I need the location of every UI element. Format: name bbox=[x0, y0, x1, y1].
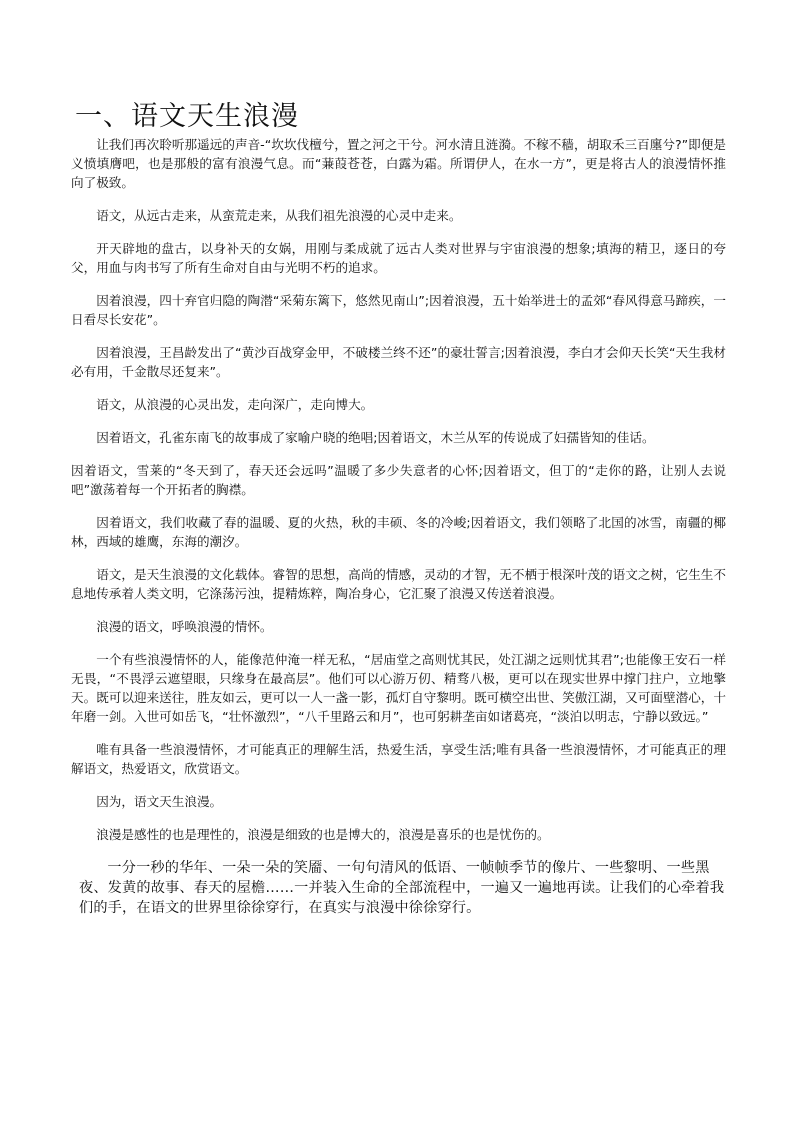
paragraph-14: 因为，语文天生浪漫。 bbox=[96, 794, 223, 809]
paragraph-6: 语文，从浪漫的心灵出发，走向深广，走向博大。 bbox=[96, 397, 374, 412]
paragraph-11: 浪漫的语文，呼唤浪漫的情怀。 bbox=[96, 619, 273, 634]
paragraph-7: 因着语文，孔雀东南飞的故事成了家喻户晓的绝唱;因着语文，木兰从军的传说成了妇孺皆知的佳话。 bbox=[96, 430, 655, 445]
paragraph-2: 语文，从远古走来，从蛮荒走来，从我们祖先浪漫的心灵中走来。 bbox=[96, 208, 462, 223]
paragraph-13: 唯有具备一些浪漫情怀，才可能真正的理解生活，热爱生活，享受生活;唯有具备一些浪漫情怀，才可能真正的理解语文，热爱语文，欣赏语文。 bbox=[71, 742, 726, 776]
article-body bbox=[71, 135, 726, 918]
paragraph-8: 因着语文，雪莱的“冬天到了，春天还会远吗”温暖了多少失意者的心怀;因着语文，但丁的“走你的路，让别人去说吧”激荡着每一个开拓者的胸襟。 bbox=[71, 463, 726, 497]
paragraph-15: 浪漫是感性的也是理性的，浪漫是细致的也是博大的，浪漫是喜乐的也是忧伤的。 bbox=[96, 827, 550, 842]
paragraph-10: 语文，是天生浪漫的文化载体。睿智的思想，高尚的情感，灵动的才智，无不栖于根深叶茂的语文之树，它生生不息地传承着人类文明，它涤荡污浊，提精炼粹，陶冶身心，它汇聚了浪漫又传送着浪漫。 bbox=[71, 567, 726, 601]
paragraph-12: 一个有些浪漫情怀的人，能像范仲淹一样无私，“居庙堂之高则忧其民，处江湖之远则忧其君”;也能像王安石一样无畏，“不畏浮云遮望眼，只缘身在最高层”。他们可以心游万仞、精骛八极，更可以在现实世界中撑门拄户，立地擎天。既可以迎来送往，胜友如云，更可以一人一盏一影，孤灯自守黎明。既可横空出世、笑傲江湖，又可面壁潜心，十年磨一剑。入世可如岳飞，“壮怀激烈”，“八千里路云和月”，也可躬耕垄亩如诸葛亮，“淡泊以明志，宁静以致远。” bbox=[71, 652, 726, 724]
paragraph-1: 让我们再次聆听那遥远的声音-“坎坎伐檀兮，置之河之干兮。河水清且涟漪。不稼不穑，胡取禾三百廛兮?”即便是义愤填膺吧，也是那般的富有浪漫气息。而“蒹葭苍苍，白露为霜。所谓伊人，在水一方”，更是将古人的浪漫情怀推向了极致。 bbox=[71, 137, 726, 190]
paragraph-4: 因着浪漫，四十弃官归隐的陶潜“采菊东篱下，悠然见南山”;因着浪漫，五十始举进士的孟郊“春风得意马蹄疾，一日看尽长安花”。 bbox=[71, 293, 726, 327]
paragraph-16: 一分一秒的华年、一朵一朵的笑靥、一句句清风的低语、一帧帧季节的像片、一些黎明、一些黑夜、发黄的故事、春天的屋檐……一并装入生命的全部流程中，一遍又一遍地再读。让我们的心牵着我们的手，在语文的世界里徐徐穿行，在真实与浪漫中徐徐穿行。 bbox=[79, 860, 725, 916]
paragraph-9: 因着语文，我们收藏了春的温暖、夏的火热，秋的丰硕、冬的冷峻;因着语文，我们领略了北国的冰雪，南疆的椰林，西域的雄鹰，东海的潮汐。 bbox=[71, 515, 726, 549]
paragraph-3: 开天辟地的盘古，以身补天的女娲，用刚与柔成就了远古人类对世界与宇宙浪漫的想象;填海的精卫，逐日的夸父，用血与肉书写了所有生命对自由与光明不朽的追求。 bbox=[71, 241, 726, 275]
page-title: 一、语文天生浪漫 bbox=[75, 101, 299, 132]
paragraph-5: 因着浪漫，王昌龄发出了“黄沙百战穿金甲，不破楼兰终不还”的豪壮誓言;因着浪漫，李白才会仰天长笑“天生我材必有用，千金散尽还复来”。 bbox=[71, 345, 726, 379]
